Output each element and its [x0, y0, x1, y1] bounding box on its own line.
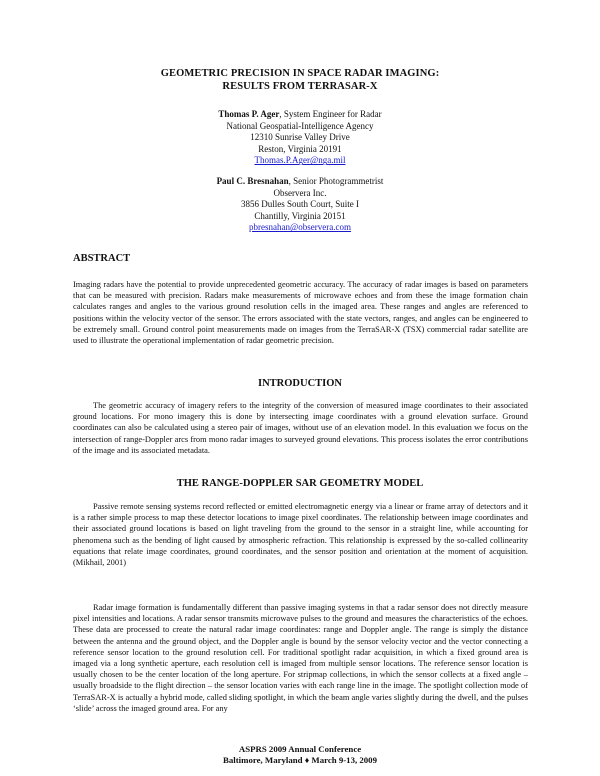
author-block-2: [0, 176, 600, 234]
range-doppler-paragraph-1: Passive remote sensing systems record reflected or emitted electromagnetic energy via a linear or frame array of detectors and it is a rather simple process to map these detector locations to image pixel coordinates. The relationship between image coordinates and their associated ground locations is based on light traveling from the ground to the sensor in a straight line, while accounting for phenomena such as the bending of light caused by atmospheric refraction. This relationship is expressed by the so-called collinearity equations that relate image coordinates, ground coordinates, and the sensor position and orientation at the moment of acquisition. (Mikhail, 2001): [73, 502, 528, 568]
footer-line-2: Baltimore, Maryland ♦ March 9-13, 2009: [223, 755, 377, 765]
author-city: Reston, Virginia 20191: [258, 143, 342, 154]
author-email-link[interactable]: pbresnahan@observera.com: [249, 222, 351, 233]
author-name: Paul C. Bresnahan: [216, 176, 289, 186]
author-name: Thomas P. Ager: [218, 109, 280, 119]
author-city: Chantilly, Virginia 20151: [254, 210, 346, 221]
title-line-1: GEOMETRIC PRECISION IN SPACE RADAR IMAGING:: [160, 68, 440, 79]
author-street: 3856 Dulles South Court, Suite I: [240, 199, 359, 210]
abstract-text: Imaging radars have the potential to provide unprecedented geometric accuracy. The accuracy of radar images is based on parameters that can be measured with precision. Radars make measurements of microwave echoes and from these the image formation chain calculates ranges and angles to the various ground resolution cells in the imaged area. These ranges and angles are referenced to positions within the velocity vector of the sensor. The errors associated with the state vectors, ranges, and angles can be engineered to be extremely small. Ground control point measurements made on images from the TerraSAR-X (TSX) commercial radar satellite are used to illustrate the operational implementation of radar geometric precision.: [73, 280, 528, 346]
introduction-heading: INTRODUCTION: [257, 378, 342, 389]
range-doppler-heading: THE RANGE-DOPPLER SAR GEOMETRY MODEL: [176, 478, 424, 489]
author-role: , System Engineer for Radar: [279, 109, 382, 119]
author-block-1: [0, 109, 600, 167]
introduction-text: The geometric accuracy of imagery refers to the integrity of the conversion of measured image coordinates to their associated ground locations. For mono imagery this is done by intersecting image coordinates with a ground elevation surface. Ground coordinates can also be calculated using a stereo pair of images, without use of an elevation model. In this evaluation we focus on the intersection of range-Doppler arcs from mono radar images to surveyed ground elevations. This process isolates the error contributions of the image and its associated metadata.: [73, 401, 528, 455]
author-street: 12310 Sunrise Valley Drive: [250, 132, 350, 143]
paper-title: [0, 67, 600, 93]
title-line-2: RESULTS FROM TERRASAR-X: [222, 81, 378, 92]
abstract-heading: ABSTRACT: [73, 253, 131, 264]
author-email-link[interactable]: Thomas.P.Ager@nga.mil: [254, 155, 346, 166]
range-doppler-paragraph-2: Radar image formation is fundamentally different than passive imaging systems in that a radar sensor does not directly measure pixel intensities and locations. A radar sensor transmits microwave pulses to the ground and measures the characteristics of the echoes. These data are processed to create the natural radar image coordinates: range and Doppler angle. The range is simply the distance between the antenna and the ground object, and the Doppler angle is bound by the sensor velocity vector and the vector connecting a reference sensor location to the ground resolution cell. For traditional spotlight radar acquisition, in which a fixed ground area is imaged via a long synthetic aperture, each resolution cell is imaged from multiple sensor locations. The reference sensor location is usually chosen to be the center location of the long aperture. For stripmap collections, in which the sensor collects at a fixed angle – usually broadside to the flight direction – the sensor location varies with each range line in the image. The spotlight collection mode of TerraSAR-X is actually a hybrid mode, called sliding spotlight, in which the beam angle varies slightly during the dwell, and the pulses ‘slide’ across the imaged ground area. For any: [73, 603, 528, 713]
author-organization: National Geospatial-Intelligence Agency: [226, 120, 374, 131]
conference-footer: [0, 744, 600, 766]
author-organization: Observera Inc.: [273, 187, 327, 198]
author-role: , Senior Photogrammetrist: [288, 176, 384, 186]
footer-line-1: ASPRS 2009 Annual Conference: [238, 744, 362, 754]
